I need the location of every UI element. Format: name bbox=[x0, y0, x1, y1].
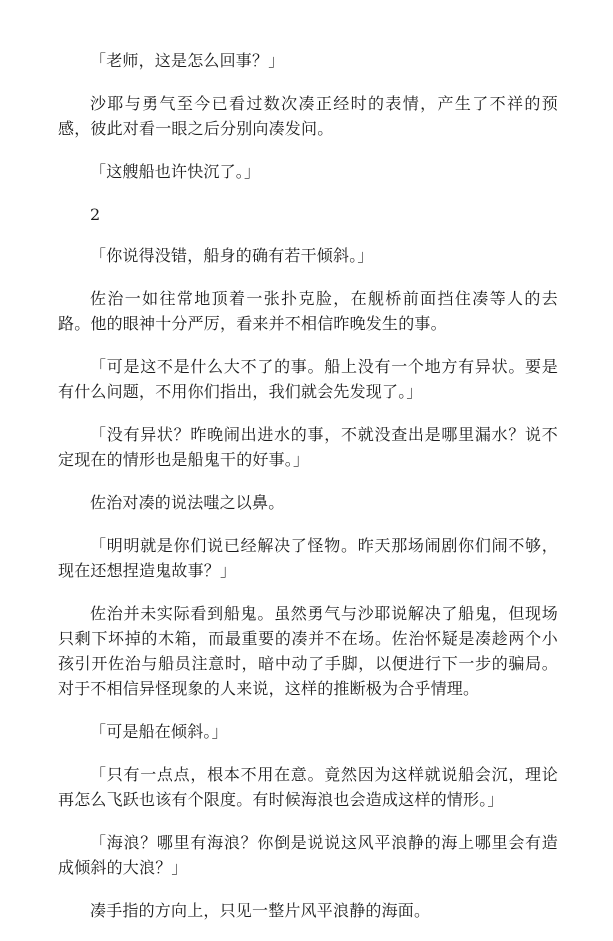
paragraph-9: 佐治对凑的说法嗤之以鼻。 bbox=[90, 493, 285, 512]
paragraph-10: 「明明就是你们说已经解决了怪物。昨天那场闹剧你们闹不够，现在还想捏造鬼故事？」 bbox=[58, 536, 558, 580]
paragraph-6: 佐治一如往常地顶着一张扑克脸，在舰桥前面挡住凑等人的去路。他的眼神十分严厉，看来并不相信昨晚发生的事。 bbox=[58, 289, 558, 333]
paragraph-14: 「海浪？哪里有海浪？你倒是说说这风平浪静的海上哪里会有造成倾斜的大浪？」 bbox=[58, 833, 558, 877]
document-page bbox=[58, 48, 558, 941]
paragraph-15: 凑手指的方向上，只见一整片风平浪静的海面。 bbox=[90, 901, 431, 920]
paragraph-12: 「可是船在倾斜。」 bbox=[90, 722, 228, 741]
paragraph-13: 「只有一点点，根本不用在意。竟然因为这样就说船会沉，理论再怎么飞跃也该有个限度。有时候海浪也会造成这样的情形。」 bbox=[58, 765, 558, 809]
section-number: 2 bbox=[90, 205, 101, 224]
paragraph-7: 「可是这不是什么大不了的事。船上没有一个地方有异状。要是有什么问题，不用你们指出，我们就会先发现了。」 bbox=[58, 357, 558, 401]
paragraph-5: 「你说得没错，船身的确有若干倾斜。」 bbox=[90, 246, 374, 265]
paragraph-8: 「没有异状？昨晚闹出进水的事，不就没查出是哪里漏水？说不定现在的情形也是船鬼干的好事。」 bbox=[58, 425, 558, 469]
paragraph-11: 佐治并未实际看到船鬼。虽然勇气与沙耶说解决了船鬼，但现场只剩下坏掉的木箱，而最重要的凑并不在场。佐治怀疑是凑趁两个小孩引开佐治与船员注意时，暗中动了手脚，以便进行下一步的骗局。对于不相信异怪现象的人来说，这样的推断极为合乎情理。 bbox=[58, 604, 558, 698]
paragraph-2: 沙耶与勇气至今已看过数次凑正经时的表情，产生了不祥的预感，彼此对看一眼之后分别向凑发问。 bbox=[58, 94, 558, 138]
paragraph-3: 「这艘船也许快沉了。」 bbox=[90, 162, 261, 181]
paragraph-1: 「老师，这是怎么回事？」 bbox=[90, 51, 285, 70]
